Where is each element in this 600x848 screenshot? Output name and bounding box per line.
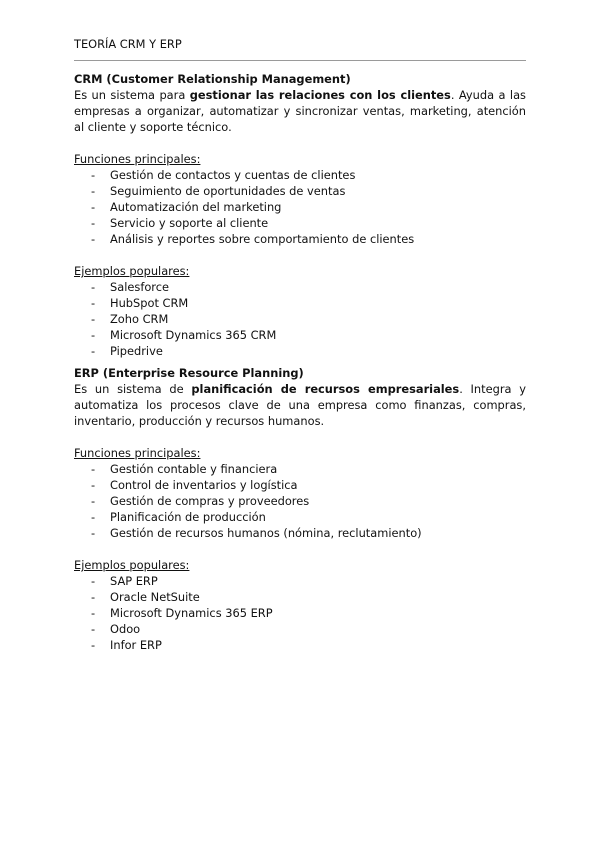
list-item [74,573,526,589]
bullet-dash: - [91,296,96,310]
list-item-text: Infor ERP [110,638,162,652]
list-item [74,525,526,541]
crm-description [74,87,526,135]
list-item-text: Planificación de producción [110,510,266,524]
crm-functions-title: Funciones principales: [74,152,201,166]
crm-section [74,71,526,359]
bullet-dash: - [91,478,96,492]
list-item-text: Análisis y reportes sobre comportamiento de clientes [110,232,415,246]
crm-functions-list [74,167,526,247]
list-item-text: Gestión de contactos y cuentas de clientes [110,168,356,182]
erp-description-bold: planificación de recursos empresariales [191,382,460,396]
bullet-dash: - [91,280,96,294]
list-item-text: Zoho CRM [110,312,169,326]
list-item-text: HubSpot CRM [110,296,189,310]
crm-examples-list [74,279,526,359]
list-item [74,167,526,183]
document-header: TEORÍA CRM Y ERP [74,37,182,51]
list-item-text: Microsoft Dynamics 365 CRM [110,328,277,342]
crm-description-start: Es un sistema para [74,88,190,102]
list-item [74,231,526,247]
list-item [74,637,526,653]
list-item [74,279,526,295]
bullet-dash: - [91,510,96,524]
list-item [74,493,526,509]
erp-description-end: . Integra y automatiza los procesos clave de una empresa como finanzas, compras, inventario, producción y recursos humanos. [74,382,526,428]
list-item-text: Automatización del marketing [110,200,282,214]
crm-description-end: . Ayuda a las empresas a organizar, automatizar y sincronizar ventas, marketing, atención al cliente y soporte técnico. [74,88,526,134]
bullet-dash: - [91,590,96,604]
list-item-text: Salesforce [110,280,169,294]
list-item-text: Gestión de compras y proveedores [110,494,310,508]
erp-examples-title: Ejemplos populares: [74,558,190,572]
bullet-dash: - [91,606,96,620]
bullet-dash: - [91,344,96,358]
bullet-dash: - [91,328,96,342]
list-item-text: Microsoft Dynamics 365 ERP [110,606,273,620]
list-item [74,621,526,637]
list-item [74,311,526,327]
bullet-dash: - [91,526,96,540]
list-item [74,343,526,359]
list-item [74,589,526,605]
erp-functions-title: Funciones principales: [74,446,201,460]
bullet-dash: - [91,200,96,214]
erp-functions-list [74,461,526,541]
erp-heading: ERP (Enterprise Resource Planning) [74,366,304,380]
crm-description-bold: gestionar las relaciones con los clientes [189,88,451,102]
bullet-dash: - [91,622,96,636]
list-item-text: Gestión contable y financiera [110,462,278,476]
list-item-text: Control de inventarios y logística [110,478,298,492]
list-item-text: SAP ERP [110,574,158,588]
erp-examples-list [74,573,526,653]
list-item [74,477,526,493]
erp-description [74,381,526,429]
bullet-dash: - [91,168,96,182]
header-divider [74,60,526,61]
list-item [74,327,526,343]
bullet-dash: - [91,312,96,326]
bullet-dash: - [91,462,96,476]
bullet-dash: - [91,184,96,198]
list-item [74,461,526,477]
erp-section [74,365,526,653]
list-item [74,509,526,525]
bullet-dash: - [91,216,96,230]
bullet-dash: - [91,232,96,246]
list-item-text: Servicio y soporte al cliente [110,216,269,230]
list-item-text: Seguimiento de oportunidades de ventas [110,184,346,198]
document-page [74,36,526,653]
crm-heading: CRM (Customer Relationship Management) [74,72,351,86]
erp-description-start: Es un sistema de [74,382,192,396]
bullet-dash: - [91,494,96,508]
list-item [74,295,526,311]
bullet-dash: - [91,574,96,588]
list-item [74,199,526,215]
list-item [74,215,526,231]
list-item-text: Pipedrive [110,344,163,358]
list-item-text: Odoo [110,622,141,636]
list-item-text: Oracle NetSuite [110,590,200,604]
bullet-dash: - [91,638,96,652]
crm-examples-title: Ejemplos populares: [74,264,190,278]
list-item [74,183,526,199]
list-item-text: Gestión de recursos humanos (nómina, reclutamiento) [110,526,422,540]
list-item [74,605,526,621]
